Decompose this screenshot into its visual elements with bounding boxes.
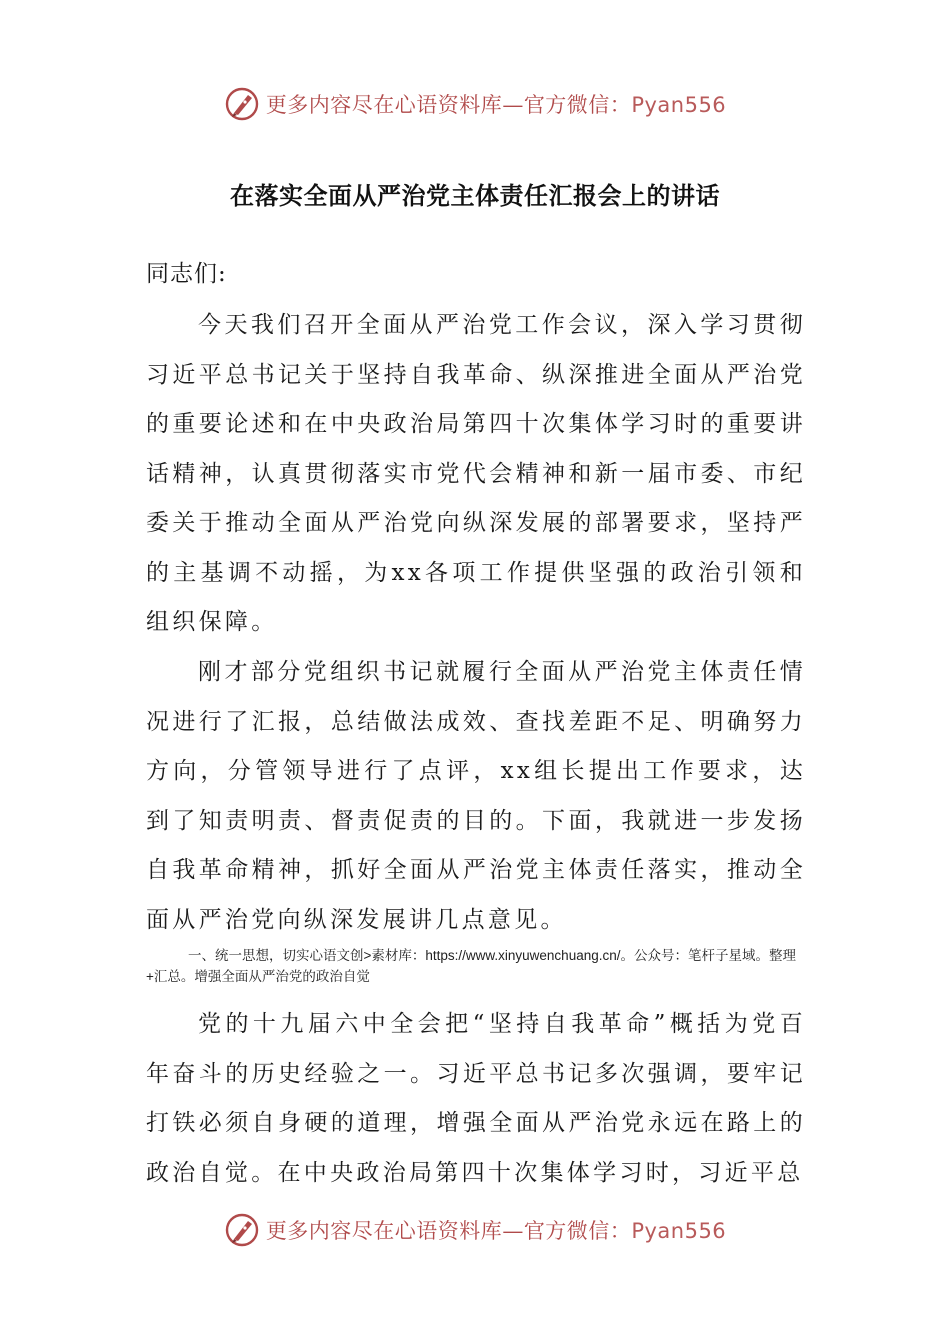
wechat-id: Pyan556: [631, 93, 727, 117]
salutation: 同志们:: [146, 261, 227, 287]
pen-nib-logo-icon: [224, 1212, 260, 1248]
section-heading-note: 一、统一思想，切实心语文创>素材库：https://www.xinyuwenchuang.cn/。公众号：笔杆子星域。整理+汇总。增强全面从严治党的政治自觉: [146, 948, 796, 984]
paragraph-3: 党的十九届六中全会把“坚持自我革命”概括为党百年奋斗的历史经验之一。习近平总书记多次强调，要牢记打铁必须自身硬的道理，增强全面从严治党永远在路上的政治自觉。在中央政治局第四十次集体学习时，习近平总: [146, 1011, 806, 1186]
paragraph-2: 刚才部分党组织书记就履行全面从严治党主体责任情况进行了汇报，总结做法成效、查找差距不足、明确努力方向，分管领导进行了点评，xx组长提出工作要求，达到了知责明责、督责促责的目的。下面，我就进一步发扬自我革命精神，抓好全面从严治党主体责任落实，推动全面从严治党向纵深发展讲几点意见。: [146, 659, 806, 933]
watermark-text: 更多内容尽在心语资料库—官方微信：Pyan556: [265, 93, 727, 117]
paragraph-1: 今天我们召开全面从严治党工作会议，深入学习贯彻习近平总书记关于坚持自我革命、纵深推进全面从严治党的重要论述和在中央政治局第四十次集体学习时的重要讲话精神，认真贯彻落实市党代会精神和新一届市委、市纪委关于推动全面从严治党向纵深发展的部署要求，坚持严的主基调不动摇，为xx各项工作提供坚强的政治引领和组织保障。: [146, 312, 806, 635]
watermark-text: 更多内容尽在心语资料库—官方微信：Pyan556: [265, 1219, 727, 1243]
document-title: 在落实全面从严治党主体责任汇报会上的讲话: [230, 181, 720, 210]
wechat-id: Pyan556: [631, 1219, 727, 1243]
watermark-header: [0, 84, 950, 124]
watermark-footer: [0, 1210, 950, 1250]
pen-nib-logo-icon: [224, 86, 260, 122]
